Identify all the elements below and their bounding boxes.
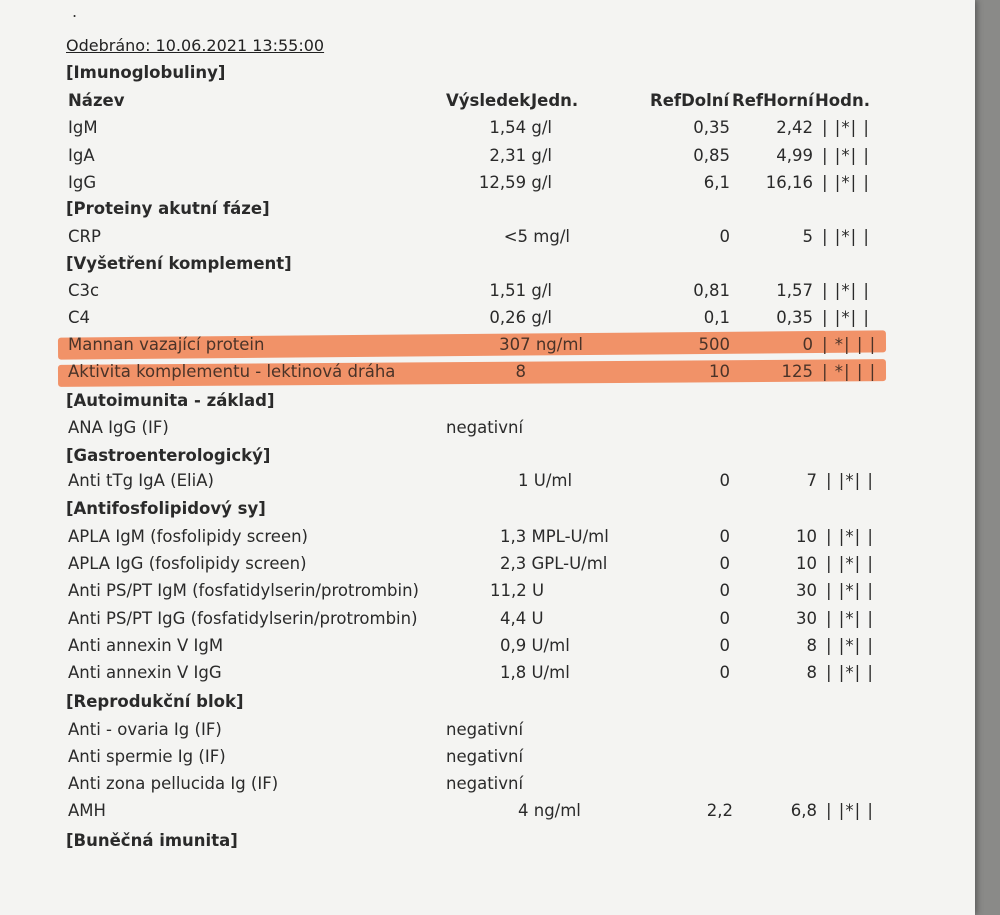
ref-low: 0	[719, 581, 730, 600]
test-result: 2,3 GPL-U/ml	[500, 554, 608, 573]
ref-low: 0,81	[693, 281, 730, 300]
eval-flag: | |*| |	[826, 554, 874, 573]
test-name: C3c	[68, 281, 100, 300]
result-row	[0, 798, 975, 824]
test-name: IgG	[68, 173, 97, 192]
result-row	[0, 578, 975, 604]
eval-flag: | |*| |	[826, 663, 874, 682]
ref-low: 500	[698, 335, 730, 354]
ref-high: 30	[796, 581, 817, 600]
test-result: 1,51 g/l	[489, 281, 552, 300]
col-unit-header: Jedn.	[531, 91, 579, 110]
section-row	[0, 496, 975, 522]
test-result: 2,31 g/l	[489, 146, 552, 165]
test-result: 1,8 U/ml	[500, 663, 570, 682]
test-name: APLA IgG (fosfolipidy screen)	[68, 554, 307, 573]
result-row	[0, 771, 975, 797]
test-result: 11,2 U	[490, 581, 545, 600]
col-eval-header: Hodn.	[815, 91, 870, 110]
eval-flag: | |*| |	[822, 308, 870, 327]
eval-flag: | |*| |	[822, 118, 870, 137]
section-heading: [Reprodukční blok]	[66, 692, 244, 711]
test-name: APLA IgM (fosfolipidy screen)	[68, 527, 308, 546]
section-heading: [Antifosfolipidový sy]	[66, 499, 266, 518]
col-name-header: Název	[68, 91, 125, 110]
test-name: ANA IgG (IF)	[68, 418, 169, 437]
section-heading: [Proteiny akutní fáze]	[66, 199, 270, 218]
test-result: <5 mg/l	[503, 227, 570, 246]
ref-high: 0	[802, 335, 813, 354]
test-result: 8	[515, 362, 526, 381]
result-row	[0, 305, 975, 331]
test-result: 12,59 g/l	[478, 173, 552, 192]
ref-low: 2,2	[706, 801, 733, 820]
result-row	[0, 468, 975, 494]
test-name: Anti tTg IgA (EliA)	[68, 471, 214, 490]
ref-high: 8	[806, 636, 817, 655]
eval-flag: | |*| |	[822, 173, 870, 192]
test-result: 4,4 U	[500, 609, 544, 628]
section-row	[0, 443, 975, 469]
result-row	[0, 551, 975, 577]
section-row	[0, 196, 975, 222]
result-row	[0, 744, 975, 770]
result-row	[0, 660, 975, 686]
result-row	[0, 524, 975, 550]
eval-flag: | *| | |	[822, 335, 877, 354]
test-result: 0,9 U/ml	[500, 636, 570, 655]
eval-flag: | |*| |	[826, 636, 874, 655]
test-name: Anti annexin V IgM	[68, 636, 224, 655]
result-row-highlighted	[0, 332, 975, 358]
test-result: 1 U/ml	[518, 471, 573, 490]
test-name: Mannan vazající protein	[68, 335, 265, 354]
ref-low: 0,85	[693, 146, 730, 165]
ref-high: 8	[806, 663, 817, 682]
result-row	[0, 278, 975, 304]
result-row	[0, 606, 975, 632]
eval-flag: | *| | |	[822, 362, 877, 381]
eval-flag: | |*| |	[822, 146, 870, 165]
test-name: Anti zona pellucida Ig (IF)	[68, 774, 279, 793]
ref-high: 7	[806, 471, 817, 490]
sample-taken-date: Odebráno: 10.06.2021 13:55:00	[66, 36, 325, 55]
ref-high: 10	[796, 554, 817, 573]
ref-high: 6,8	[790, 801, 817, 820]
test-name: Anti PS/PT IgM (fosfatidylserin/protrombin)	[68, 581, 419, 600]
test-name: Aktivita komplementu - lektinová dráha	[68, 362, 396, 381]
section-row	[0, 689, 975, 715]
result-row	[0, 115, 975, 141]
test-result: negativní	[446, 720, 524, 739]
test-name: Anti PS/PT IgG (fosfatidylserin/protrombin)	[68, 609, 418, 628]
test-name: Anti spermie Ig (IF)	[68, 747, 226, 766]
ref-high: 1,57	[776, 281, 813, 300]
ref-low: 0,1	[703, 308, 730, 327]
section-heading: [Gastroenterologický]	[66, 446, 271, 465]
eval-flag: | |*| |	[826, 801, 874, 820]
test-name: Anti - ovaria Ig (IF)	[68, 720, 222, 739]
ref-low: 0	[719, 609, 730, 628]
eval-flag: | |*| |	[826, 471, 874, 490]
test-name: IgA	[68, 146, 95, 165]
result-row	[0, 224, 975, 250]
ref-high: 125	[781, 362, 813, 381]
ref-low: 0	[719, 663, 730, 682]
ref-high: 16,16	[765, 173, 813, 192]
result-row	[0, 717, 975, 743]
section-row	[0, 251, 975, 277]
column-header-row	[0, 88, 975, 114]
ref-low: 6,1	[703, 173, 730, 192]
test-name: AMH	[68, 801, 106, 820]
ref-low: 0	[719, 471, 730, 490]
test-name: C4	[68, 308, 91, 327]
result-row	[0, 415, 975, 441]
result-row-highlighted	[0, 359, 975, 385]
ref-high: 2,42	[776, 118, 813, 137]
section-heading: [Autoimunita - základ]	[66, 391, 275, 410]
test-name: IgM	[68, 118, 98, 137]
section-row	[0, 828, 975, 854]
ref-high: 30	[796, 609, 817, 628]
result-row	[0, 633, 975, 659]
test-result: 4 ng/ml	[518, 801, 581, 820]
test-result: negativní	[446, 747, 524, 766]
section-heading: [Buněčná imunita]	[66, 831, 238, 850]
eval-flag: | |*| |	[822, 227, 870, 246]
eval-flag: | |*| |	[826, 527, 874, 546]
ref-high: 4,99	[776, 146, 813, 165]
ref-low: 0,35	[693, 118, 730, 137]
test-name: Anti annexin V IgG	[68, 663, 222, 682]
test-result: 1,54 g/l	[489, 118, 552, 137]
eval-flag: | |*| |	[822, 281, 870, 300]
test-result: 1,3 MPL-U/ml	[500, 527, 609, 546]
test-name: CRP	[68, 227, 101, 246]
stray-dot: .	[72, 2, 78, 21]
section-row	[0, 60, 975, 86]
section-heading: [Vyšetření komplement]	[66, 254, 292, 273]
col-result-header: Výsledek	[446, 91, 531, 110]
test-result: negativní	[446, 418, 524, 437]
ref-low: 0	[719, 636, 730, 655]
ref-high: 10	[796, 527, 817, 546]
ref-high: 0,35	[776, 308, 813, 327]
ref-low: 0	[719, 227, 730, 246]
result-row	[0, 170, 975, 196]
section-row	[0, 388, 975, 414]
ref-low: 0	[719, 554, 730, 573]
test-result: negativní	[446, 774, 524, 793]
section-heading: [Imunoglobuliny]	[66, 63, 226, 82]
eval-flag: | |*| |	[826, 581, 874, 600]
col-reflow-header: RefDolní	[650, 91, 730, 110]
ref-high: 5	[802, 227, 813, 246]
ref-low: 0	[719, 527, 730, 546]
test-result: 307 ng/ml	[499, 335, 583, 354]
result-row	[0, 143, 975, 169]
eval-flag: | |*| |	[826, 609, 874, 628]
ref-low: 10	[709, 362, 730, 381]
col-refhigh-header: RefHorní	[732, 91, 814, 110]
test-result: 0,26 g/l	[489, 308, 552, 327]
